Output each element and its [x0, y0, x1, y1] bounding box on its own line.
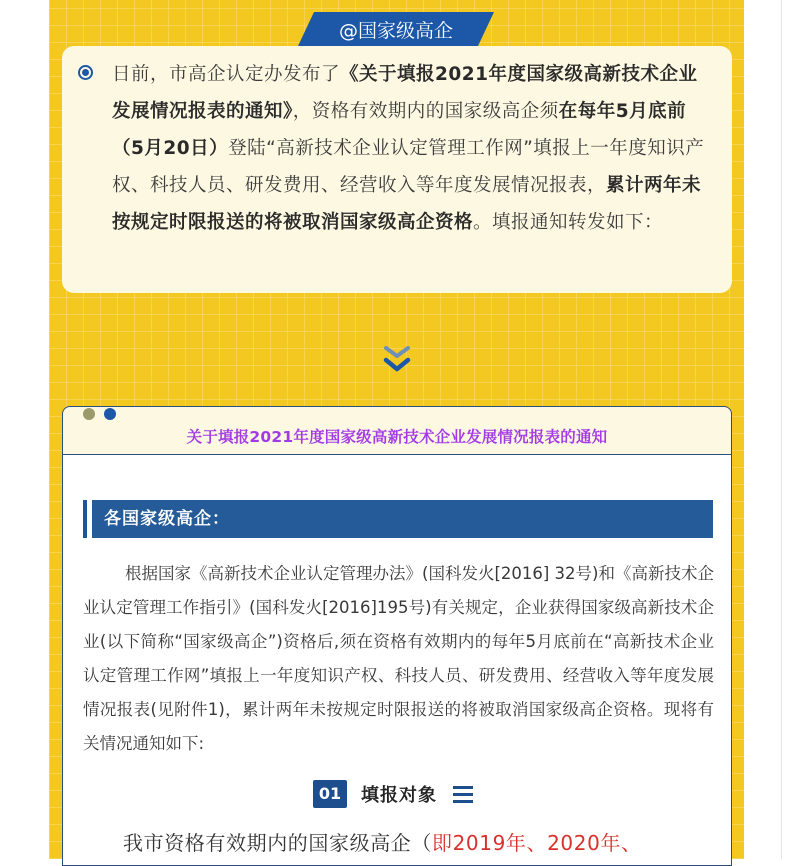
salutation-text: 各国家级高企：	[104, 509, 230, 529]
salutation-heading	[83, 500, 713, 538]
top-tag	[298, 12, 494, 46]
intro-card	[62, 46, 732, 293]
section-header	[313, 780, 473, 808]
section-text-highlight: 即2019年、2020年、	[432, 831, 642, 855]
intro-seg-4: 在每年5月底前（5月20日）	[112, 101, 687, 159]
page-edge-rule	[781, 0, 782, 859]
intro-seg-7: 。填报通知转发如下：	[473, 212, 664, 233]
section-title: 填报对象	[361, 785, 437, 806]
dot-icon	[104, 408, 116, 420]
intro-seg-5: 登陆“高新技术企业认定管理工作网”填报上一年度知识产权、科技人员、研发费用、经营收入等年度发展情况报表，	[112, 138, 705, 196]
intro-seg-2: 《关于填报2021年度国家级高新技术企业发展情况报表的通知》	[112, 64, 698, 122]
intro-seg-6: 累计两年未按规定时限报送的将被取消国家级高企资格	[112, 175, 702, 233]
dot-icon	[83, 408, 95, 420]
body-paragraph	[83, 557, 714, 761]
heading-accent	[83, 500, 87, 538]
intro-paragraph	[112, 56, 707, 241]
section-text-a: 我市资格有效期内的国家级高企（	[123, 831, 432, 855]
notice-title: 关于填报2021年度国家级高新技术企业发展情况报表的通知	[186, 428, 608, 446]
notice-body	[63, 455, 731, 865]
intro-seg-3: ，资格有效期内的国家级高企须	[292, 101, 559, 122]
window-dots	[83, 408, 137, 420]
menu-icon	[453, 785, 473, 803]
double-chevron-down-icon	[383, 344, 411, 374]
tag-label: @国家级高企	[338, 19, 453, 42]
dot-icon	[125, 408, 137, 420]
section-text	[123, 827, 642, 856]
body-text: 根据国家《高新技术企业认定管理办法》(国科发火[2016] 32号)和《高新技术企业认定管理工作指引》(国科发火[2016]195号)有关规定，企业获得国家级高新技术企业(以下简称“国家级高企”)资格后,须在资格有效期内的每年5月底前在“高新技术企业认定管理工作网”填报上一年度知识产权、科技人员、研发费用、经营收入等年度发展情况报表(见附件1)，累计两年未按规定时限报送的将被取消国家级高企资格。现将有关情况通知如下:	[83, 564, 714, 753]
intro-seg-1: 日前，市高企认定办发布了	[112, 64, 341, 85]
bullet-icon	[78, 65, 93, 80]
notice-panel	[62, 406, 732, 866]
section-number: 01	[313, 780, 347, 808]
